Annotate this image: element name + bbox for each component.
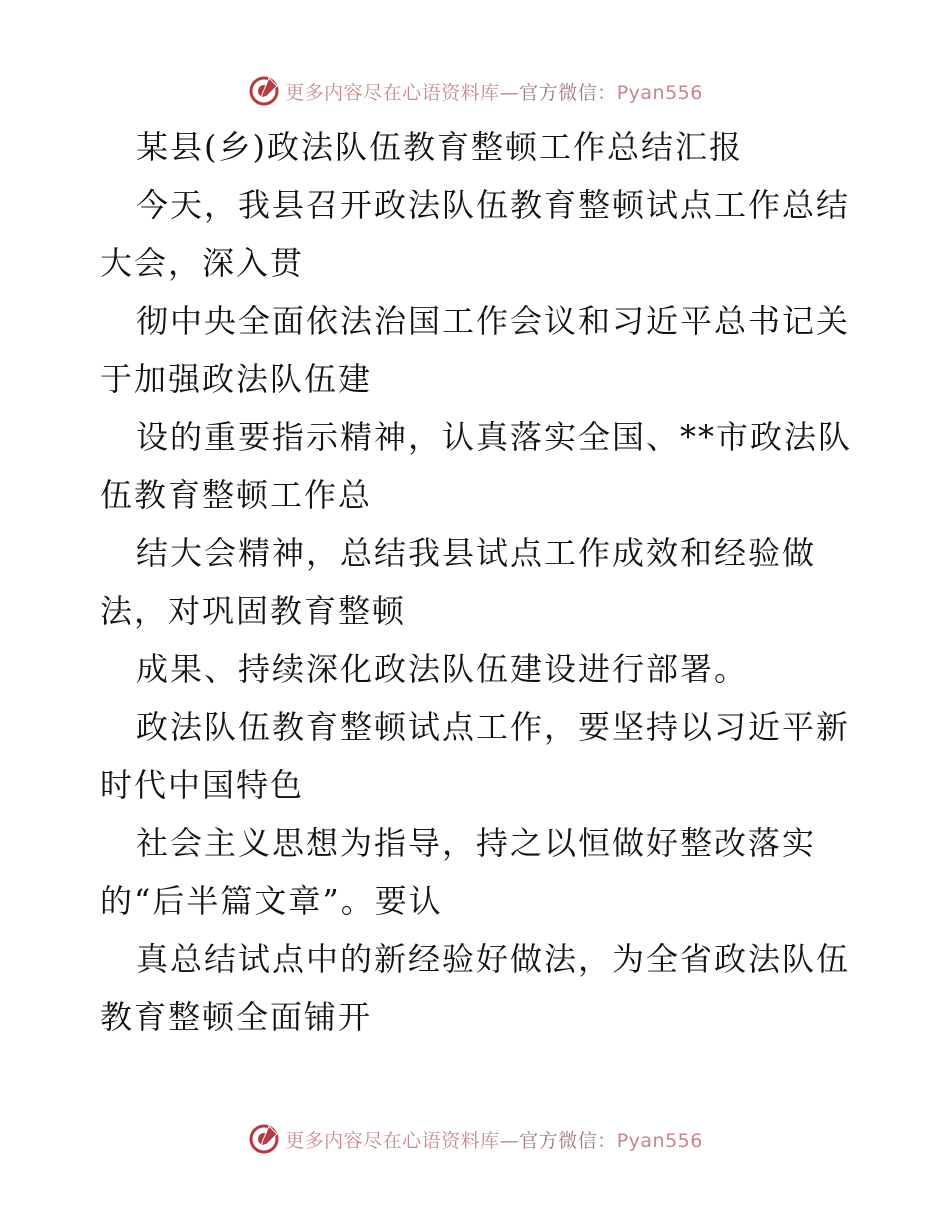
banner-separator: — bbox=[499, 1129, 520, 1152]
doc-line: 成果、持续深化政法队伍建设进行部署。 bbox=[136, 650, 749, 688]
doc-line: 社会主义思想为指导，持之以恒做好整改落实 bbox=[136, 824, 817, 862]
doc-line: 彻中央全面依法治国工作会议和习近平总书记关 bbox=[136, 302, 851, 340]
doc-line: 法，对巩固教育整顿 bbox=[100, 592, 407, 630]
banner-brand: 更多内容尽在心语资料库 bbox=[285, 81, 500, 104]
doc-line: 政法队伍教育整顿试点工作，要坚持以习近平新 bbox=[136, 708, 851, 746]
doc-line: 今天，我县召开政法队伍教育整顿试点工作总结 bbox=[136, 186, 851, 224]
doc-line: 某县(乡)政法队伍教育整顿工作总结汇报 bbox=[136, 128, 743, 166]
doc-line: 真总结试点中的新经验好做法，为全省政法队伍 bbox=[136, 940, 851, 978]
banner-official-label: 官方微信： bbox=[519, 1129, 617, 1152]
doc-line: 时代中国特色 bbox=[100, 766, 305, 804]
banner-brand: 更多内容尽在心语资料库 bbox=[285, 1129, 500, 1152]
doc-line: 的“后半篇文章”。要认 bbox=[100, 882, 443, 920]
doc-line: 伍教育整顿工作总 bbox=[100, 476, 373, 514]
banner-official-label: 官方微信： bbox=[519, 81, 617, 104]
doc-line: 教育整顿全面铺开 bbox=[100, 998, 373, 1036]
doc-line: 设的重要指示精神，认真落实全国、**市政法队 bbox=[136, 418, 853, 456]
footer-banner bbox=[0, 1119, 950, 1159]
brand-logo-icon bbox=[247, 74, 281, 108]
doc-line: 结大会精神，总结我县试点工作成效和经验做 bbox=[136, 534, 817, 572]
doc-line: 于加强政法队伍建 bbox=[100, 360, 373, 398]
banner-text bbox=[285, 78, 703, 105]
brand-logo-icon bbox=[247, 1122, 281, 1156]
header-banner bbox=[0, 71, 950, 111]
document-body bbox=[100, 118, 860, 1046]
doc-line: 大会，深入贯 bbox=[100, 244, 305, 282]
banner-separator: — bbox=[499, 81, 520, 104]
banner-wechat-id: Pyan556 bbox=[616, 81, 703, 104]
banner-text bbox=[285, 1126, 703, 1153]
banner-wechat-id: Pyan556 bbox=[616, 1129, 703, 1152]
